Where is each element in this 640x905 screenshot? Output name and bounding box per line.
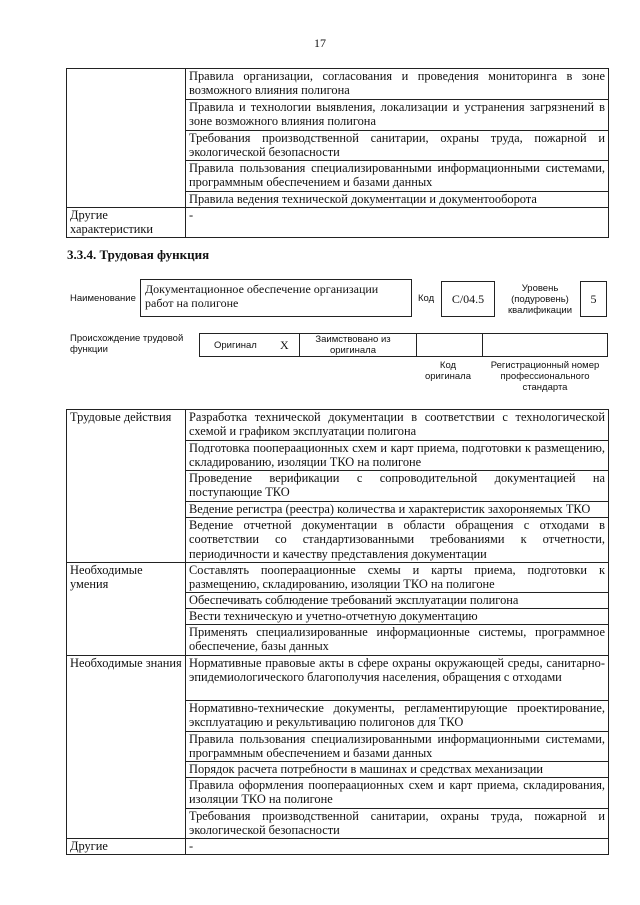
page-number: 17 (314, 36, 326, 50)
function-name-box (140, 279, 412, 317)
code-label: Код (418, 293, 435, 304)
name-label: Наименование (70, 293, 136, 304)
registration-number-caption: Регистрационный номер профессионального стандарта (490, 360, 600, 393)
knowledge-item: Правила организации, согласования и проведения мониторинга в зоне возможного влияния полигона (186, 69, 609, 100)
section-heading: 3.3.4. Трудовая функция (67, 247, 210, 262)
skill-item: Обеспечивать соблюдение требований эксплуатации полигона (186, 593, 609, 609)
action-item: Ведение регистра (реестра) количества и характеристик захороняемых ТКО (186, 502, 609, 518)
skill-item: Вести техническую и учетно-отчетную документацию (186, 609, 609, 625)
skill-item: Составлять поопераационные схемы и карты приема, подготовки к размещению, складированию, изоляции ТКО на полигоне (186, 563, 609, 593)
code-original-caption: Код оригинала (424, 360, 471, 382)
original-label: Оригинал (214, 340, 257, 351)
other-value: - (186, 839, 609, 855)
knowledge-item: Требования производственной санитарии, охраны труда, пожарной и экологической безопасности (186, 131, 609, 161)
group-label-knowledge: Необходимые знания (67, 656, 186, 839)
divider (299, 334, 300, 356)
knowledge-item: Нормативные правовые акты в сфере охраны окружающей среды, санитарно-эпидемиологического благополучия населения, обращения с отходами (186, 656, 609, 701)
knowledge-continuation-table (66, 68, 609, 238)
group-label-skills: Необходимые умения (67, 563, 186, 656)
action-item: Проведение верификации с сопроводительной документацией на поступающие ТКО (186, 471, 609, 502)
level-label: Уровень (подуровень) квалификации (507, 283, 573, 316)
knowledge-item: Правила пользования специализированными информационными системами, программным обеспечением и базами данных (186, 732, 609, 762)
code-value: С/04.5 (451, 292, 485, 306)
skill-item: Применять специализированные информационные системы, программное обеспечение, базы данных (186, 625, 609, 656)
other-characteristics-label: Другие характеристики (67, 208, 186, 238)
knowledge-item: Правила ведения технической документации и документооборота (186, 192, 609, 208)
group-label-other: Другие (67, 839, 186, 855)
knowledge-item: Порядок расчета потребности в машинах и средствах механизации (186, 762, 609, 778)
action-item: Ведение отчетной документации в области обращения с отходами в соответствии со стандартизованными требованиями к отчетности, периодичности и качеству представления документации (186, 518, 609, 563)
knowledge-item: Правила и технологии выявления, локализации и устранения загрязнений в зоне возможного влияния полигона (186, 100, 609, 131)
group-label-actions: Трудовые действия (67, 410, 186, 563)
origin-row (199, 333, 608, 357)
labor-function-table (66, 409, 609, 855)
borrowed-label: Заимствовано из оригинала (315, 334, 391, 356)
action-item: Подготовка поопераационных схем и карт приема, подготовки к размещению, складированию, изоляции ТКО на полигоне (186, 441, 609, 471)
level-value: 5 (590, 292, 597, 306)
knowledge-item: Правила пользования специализированными информационными системами, программным обеспечением и базами данных (186, 161, 609, 192)
original-mark: X (280, 338, 289, 352)
knowledge-item: Требования производственной санитарии, охраны труда, пожарной и экологической безопасности (186, 809, 609, 839)
origin-label: Происхождение трудовой функции (70, 333, 184, 355)
other-characteristics-value: - (186, 208, 609, 238)
knowledge-item: Правила оформления поопераационных схем и карт приема, складирования, изоляции ТКО на полигоне (186, 778, 609, 809)
level-box (580, 281, 607, 317)
function-name-value: Документационное обеспечение организации работ на полигоне (145, 282, 379, 310)
action-item: Разработка технической документации в соответствии с технологической схемой и графиком эксплуатации полигона (186, 410, 609, 441)
code-box (441, 281, 495, 317)
knowledge-item: Нормативно-технические документы, регламентирующие проектирование, эксплуатацию и рекультивацию полигонов для ТКО (186, 701, 609, 732)
divider (482, 334, 483, 356)
divider (416, 334, 417, 356)
empty-label-cell (67, 69, 186, 208)
